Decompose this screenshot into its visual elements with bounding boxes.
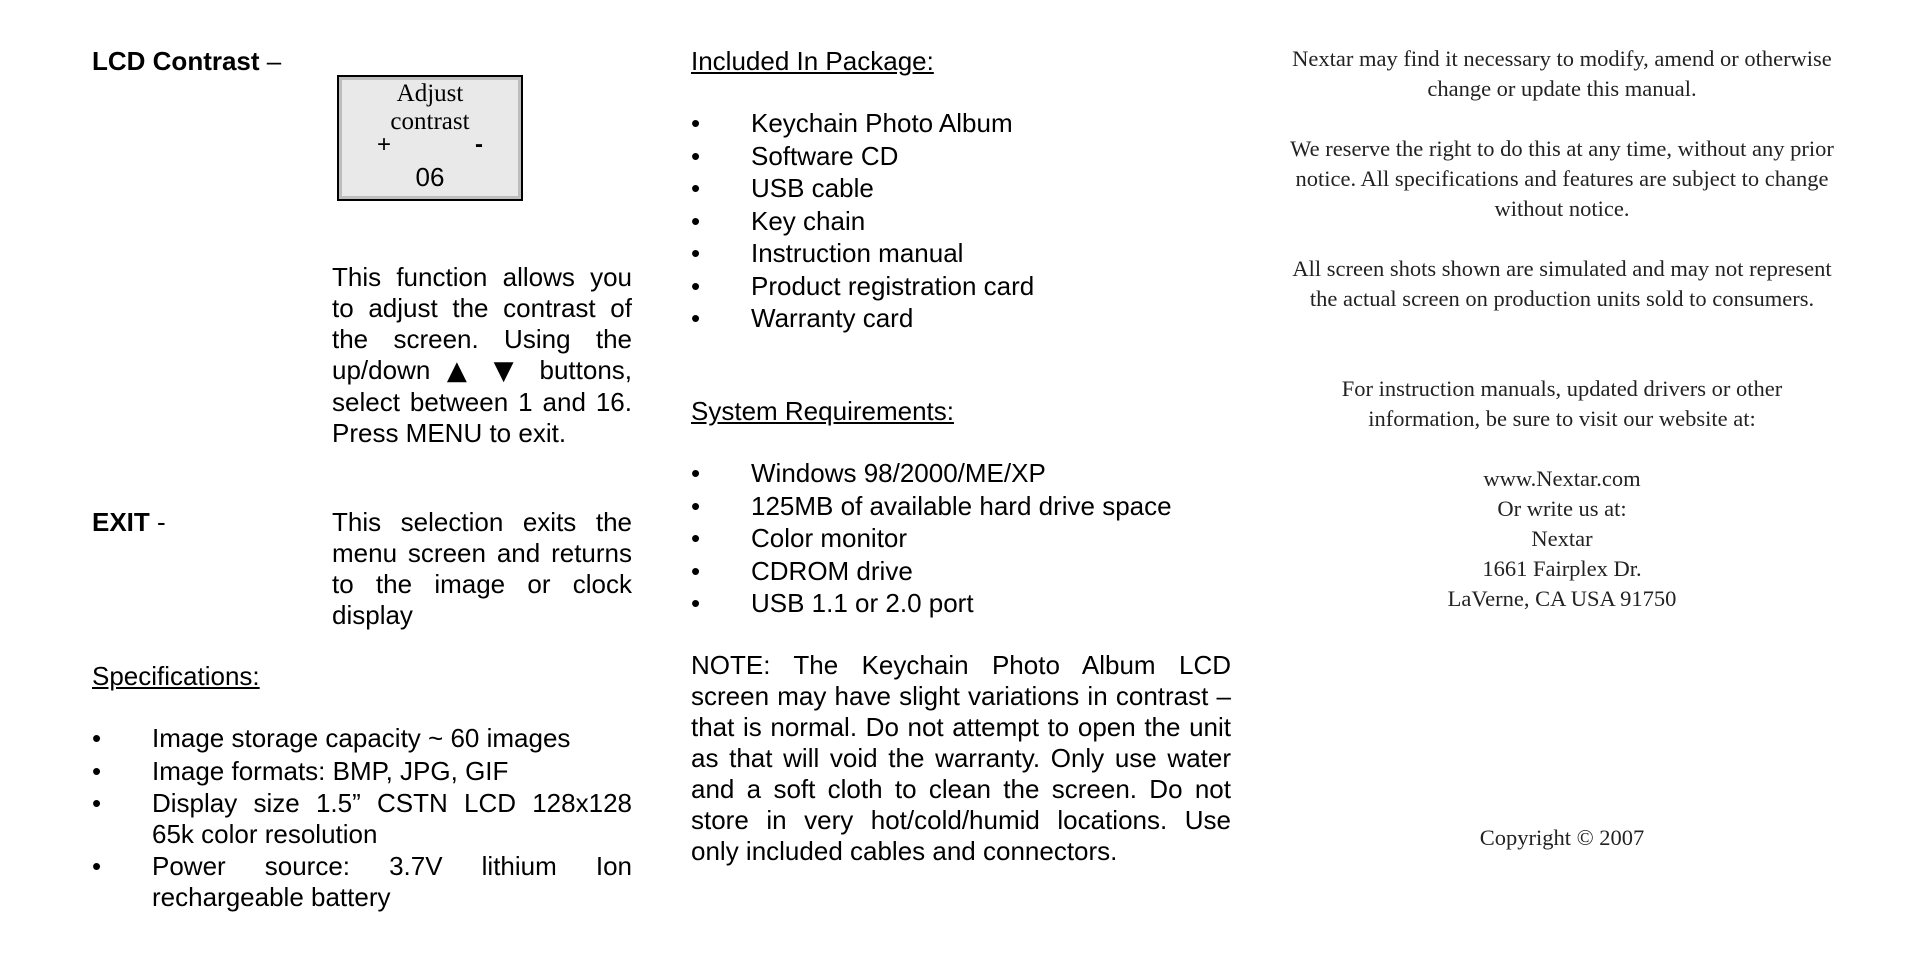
contrast-screen-illustration — [337, 75, 523, 201]
company-name: Nextar — [1531, 526, 1593, 551]
list-item: • 125MB of available hard drive space — [691, 490, 1231, 523]
list-item: • Keychain Photo Album — [691, 107, 1231, 140]
lcd-contrast-desc-part1: This function allows you to adjust the contrast of the screen. Using the up/down — [332, 262, 632, 385]
website-notice — [1286, 374, 1838, 434]
specifications-heading: Specifications: — [92, 661, 260, 691]
modify-notice — [1286, 44, 1838, 104]
exit-heading — [92, 507, 166, 538]
list-item: • Color monitor — [691, 522, 1231, 555]
street-address: 1661 Fairplex Dr. — [1482, 556, 1642, 581]
list-item: • Warranty card — [691, 302, 1231, 335]
list-item: • Product registration card — [691, 270, 1231, 303]
lcd-contrast-desc-part2: buttons, select between 1 and 16. Press MENU to exit. — [332, 355, 632, 448]
system-requirements-heading: System Requirements: — [691, 396, 954, 426]
list-item: • Instruction manual — [691, 237, 1231, 270]
rights-notice-text: We reserve the right to do this at any time, without any prior notice. All specifications and features are subject to change without notice. — [1290, 136, 1834, 221]
city-address: LaVerne, CA USA 91750 — [1447, 586, 1677, 611]
copyright: Copyright © 2007 — [1479, 825, 1645, 850]
list-item: • Display size 1.5” CSTN LCD 128x128 65k color resolution — [92, 788, 632, 849]
website-link[interactable]: www.Nextar.com — [1483, 466, 1641, 491]
screen-plus-minus — [377, 133, 483, 157]
screenshot-notice — [1286, 254, 1838, 314]
lcd-contrast-separator: – — [259, 46, 282, 76]
specifications-list — [92, 723, 632, 914]
lcd-contrast-label: LCD Contrast — [92, 46, 260, 76]
screen-plus: + — [377, 131, 392, 158]
list-item: • USB cable — [691, 172, 1231, 205]
package-list — [691, 107, 1231, 335]
list-item: • Windows 98/2000/ME/XP — [691, 457, 1231, 490]
contact-block — [1286, 464, 1838, 614]
screen-contrast-value: 06 — [415, 162, 445, 192]
modify-notice-text: Nextar may find it necessary to modify, amend or otherwise change or update this manual. — [1292, 46, 1832, 101]
exit-separator: - — [149, 507, 166, 537]
exit-label: EXIT — [92, 507, 150, 537]
screen-line-contrast: contrast — [390, 108, 470, 135]
exit-description: This selection exits the menu screen and returns to the image or clock display — [332, 507, 632, 630]
rights-notice — [1286, 134, 1838, 224]
system-requirements-list — [691, 457, 1231, 620]
screen-line-adjust: Adjust — [396, 80, 464, 107]
list-item: • USB 1.1 or 2.0 port — [691, 587, 1231, 620]
lcd-contrast-description — [332, 262, 632, 449]
list-item: • Image storage capacity ~ 60 images — [92, 723, 632, 754]
list-item: • Key chain — [691, 205, 1231, 238]
list-item: • Image formats: BMP, JPG, GIF — [92, 756, 632, 787]
up-down-arrows-icon: ▲ ▼ — [446, 356, 523, 386]
list-item: • CDROM drive — [691, 555, 1231, 588]
screen-minus: - — [475, 131, 483, 158]
list-item: • Power source: 3.7V lithium Ion rechargeable battery — [92, 851, 632, 912]
screenshot-notice-text: All screen shots shown are simulated and may not represent the actual screen on production units sold to consumers. — [1292, 256, 1832, 311]
list-item: • Software CD — [691, 140, 1231, 173]
package-heading: Included In Package: — [691, 46, 934, 76]
website-notice-text: For instruction manuals, updated drivers or other information, be sure to visit our website at: — [1341, 376, 1783, 431]
lcd-contrast-heading — [92, 46, 281, 77]
write-us-text: Or write us at: — [1497, 496, 1627, 521]
note-paragraph: NOTE: The Keychain Photo Album LCD screen may have slight variations in contrast – that is normal. Do not attempt to open the unit as that will void the warranty. Only use water and a soft cloth to clean the screen. Do not store in very hot/cold/humid locations. Use only included cables and connectors. — [691, 650, 1231, 866]
